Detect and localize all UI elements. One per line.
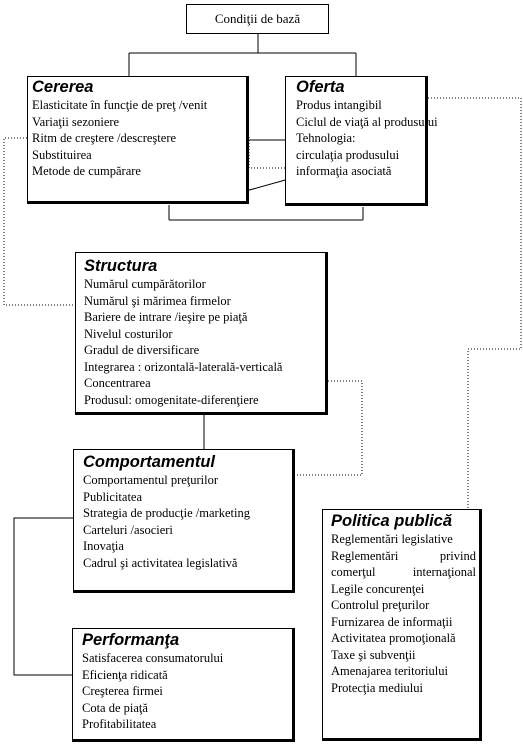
politica-publica-list bbox=[331, 531, 476, 696]
politica-publica-item: Amenajarea teritoriului bbox=[331, 664, 448, 678]
performanta-list bbox=[82, 650, 289, 733]
politica-publica-item: Controlul preţurilor bbox=[331, 598, 430, 612]
structura-box bbox=[75, 252, 328, 415]
cererea-list bbox=[32, 97, 243, 180]
performanta-item: Profitabilitatea bbox=[82, 717, 157, 731]
connector-comportamentul-performanta bbox=[14, 518, 73, 675]
structura-item: Bariere de intrare /ieşire pe piaţă bbox=[84, 310, 248, 324]
performanta-box bbox=[72, 628, 295, 742]
comportamentul-item: Comportamentul preţurilor bbox=[83, 473, 219, 487]
oferta-list bbox=[296, 97, 438, 180]
politica-publica-item: Reglementări legislative bbox=[331, 532, 453, 546]
politica-publica-item: Protecţia mediului bbox=[331, 680, 423, 695]
conditii-de-baza-box bbox=[186, 4, 329, 34]
dotted-oferta-politica bbox=[428, 98, 521, 509]
politica-publica-item: Taxe şi subvenţii bbox=[331, 647, 416, 662]
oferta-item: Tehnologia: bbox=[296, 131, 356, 145]
structura-item: Nivelul costurilor bbox=[84, 326, 173, 341]
structura-item: Produsul: omogenitate-diferenţiere bbox=[84, 392, 259, 407]
performanta-item: Eficienţa ridicată bbox=[82, 667, 168, 682]
politica-publica-item: Legile concurenţei bbox=[331, 581, 425, 596]
cererea-item: Substituirea bbox=[32, 147, 92, 162]
cererea-item: Elasticitate în funcţie de preţ /venit bbox=[32, 98, 208, 112]
politica-publica-item: Reglementări privind comerţul internaţional bbox=[331, 548, 476, 579]
performanta-item: Satisfacerea consumatorului bbox=[82, 651, 224, 665]
cererea-title: Cererea bbox=[32, 78, 94, 96]
oferta-box bbox=[285, 76, 438, 206]
oferta-title: Oferta bbox=[296, 78, 345, 96]
conditii-de-baza-label: Condiţii de bază bbox=[214, 11, 301, 26]
comportamentul-item: Publicitatea bbox=[83, 489, 143, 504]
structura-title: Structura bbox=[84, 257, 158, 275]
performanta-item: Cota de piaţă bbox=[82, 700, 148, 715]
politica-publica-title: Politica publică bbox=[331, 512, 453, 530]
comportamentul-title: Comportamentul bbox=[83, 453, 215, 471]
structura-item: Integrarea : orizontală-laterală-verticală bbox=[84, 359, 283, 374]
politica-publica-item: Activitatea promoţională bbox=[331, 631, 456, 645]
performanta-item: Creşterea firmei bbox=[82, 684, 163, 698]
structura-item: Gradul de diversificare bbox=[84, 343, 200, 357]
comportamentul-item: Cadrul şi activitatea legislativă bbox=[83, 555, 238, 570]
cererea-item: Ritm de creştere /descreştere bbox=[32, 131, 177, 145]
cererea-item: Variaţii sezoniere bbox=[32, 114, 120, 129]
politica-publica-item: Furnizarea de informaţii bbox=[331, 614, 453, 629]
structura-item: Numărul şi mărimea firmelor bbox=[84, 293, 231, 308]
performanta-title: Performanţa bbox=[82, 631, 180, 649]
comportamentul-item: Carteluri /asocieri bbox=[83, 522, 173, 537]
oferta-item: Produs intangibil bbox=[296, 98, 382, 112]
oferta-item: Ciclul de viaţă al produsului bbox=[296, 114, 438, 129]
comportamentul-item: Inovaţia bbox=[83, 539, 124, 553]
cererea-item: Metode de cumpărare bbox=[32, 164, 141, 178]
comportamentul-item: Strategia de producţie /marketing bbox=[83, 506, 250, 520]
cererea-box bbox=[27, 76, 249, 204]
comportamentul-list bbox=[83, 472, 289, 571]
politica-publica-box bbox=[322, 509, 482, 741]
structura-item: Concentrarea bbox=[84, 376, 151, 390]
oferta-item: circulaţia produsului bbox=[296, 147, 400, 162]
structura-list bbox=[84, 276, 322, 408]
comportamentul-box bbox=[73, 449, 295, 593]
structura-item: Numărul cumpărătorilor bbox=[84, 277, 206, 291]
oferta-item: informaţia asociată bbox=[296, 164, 392, 178]
